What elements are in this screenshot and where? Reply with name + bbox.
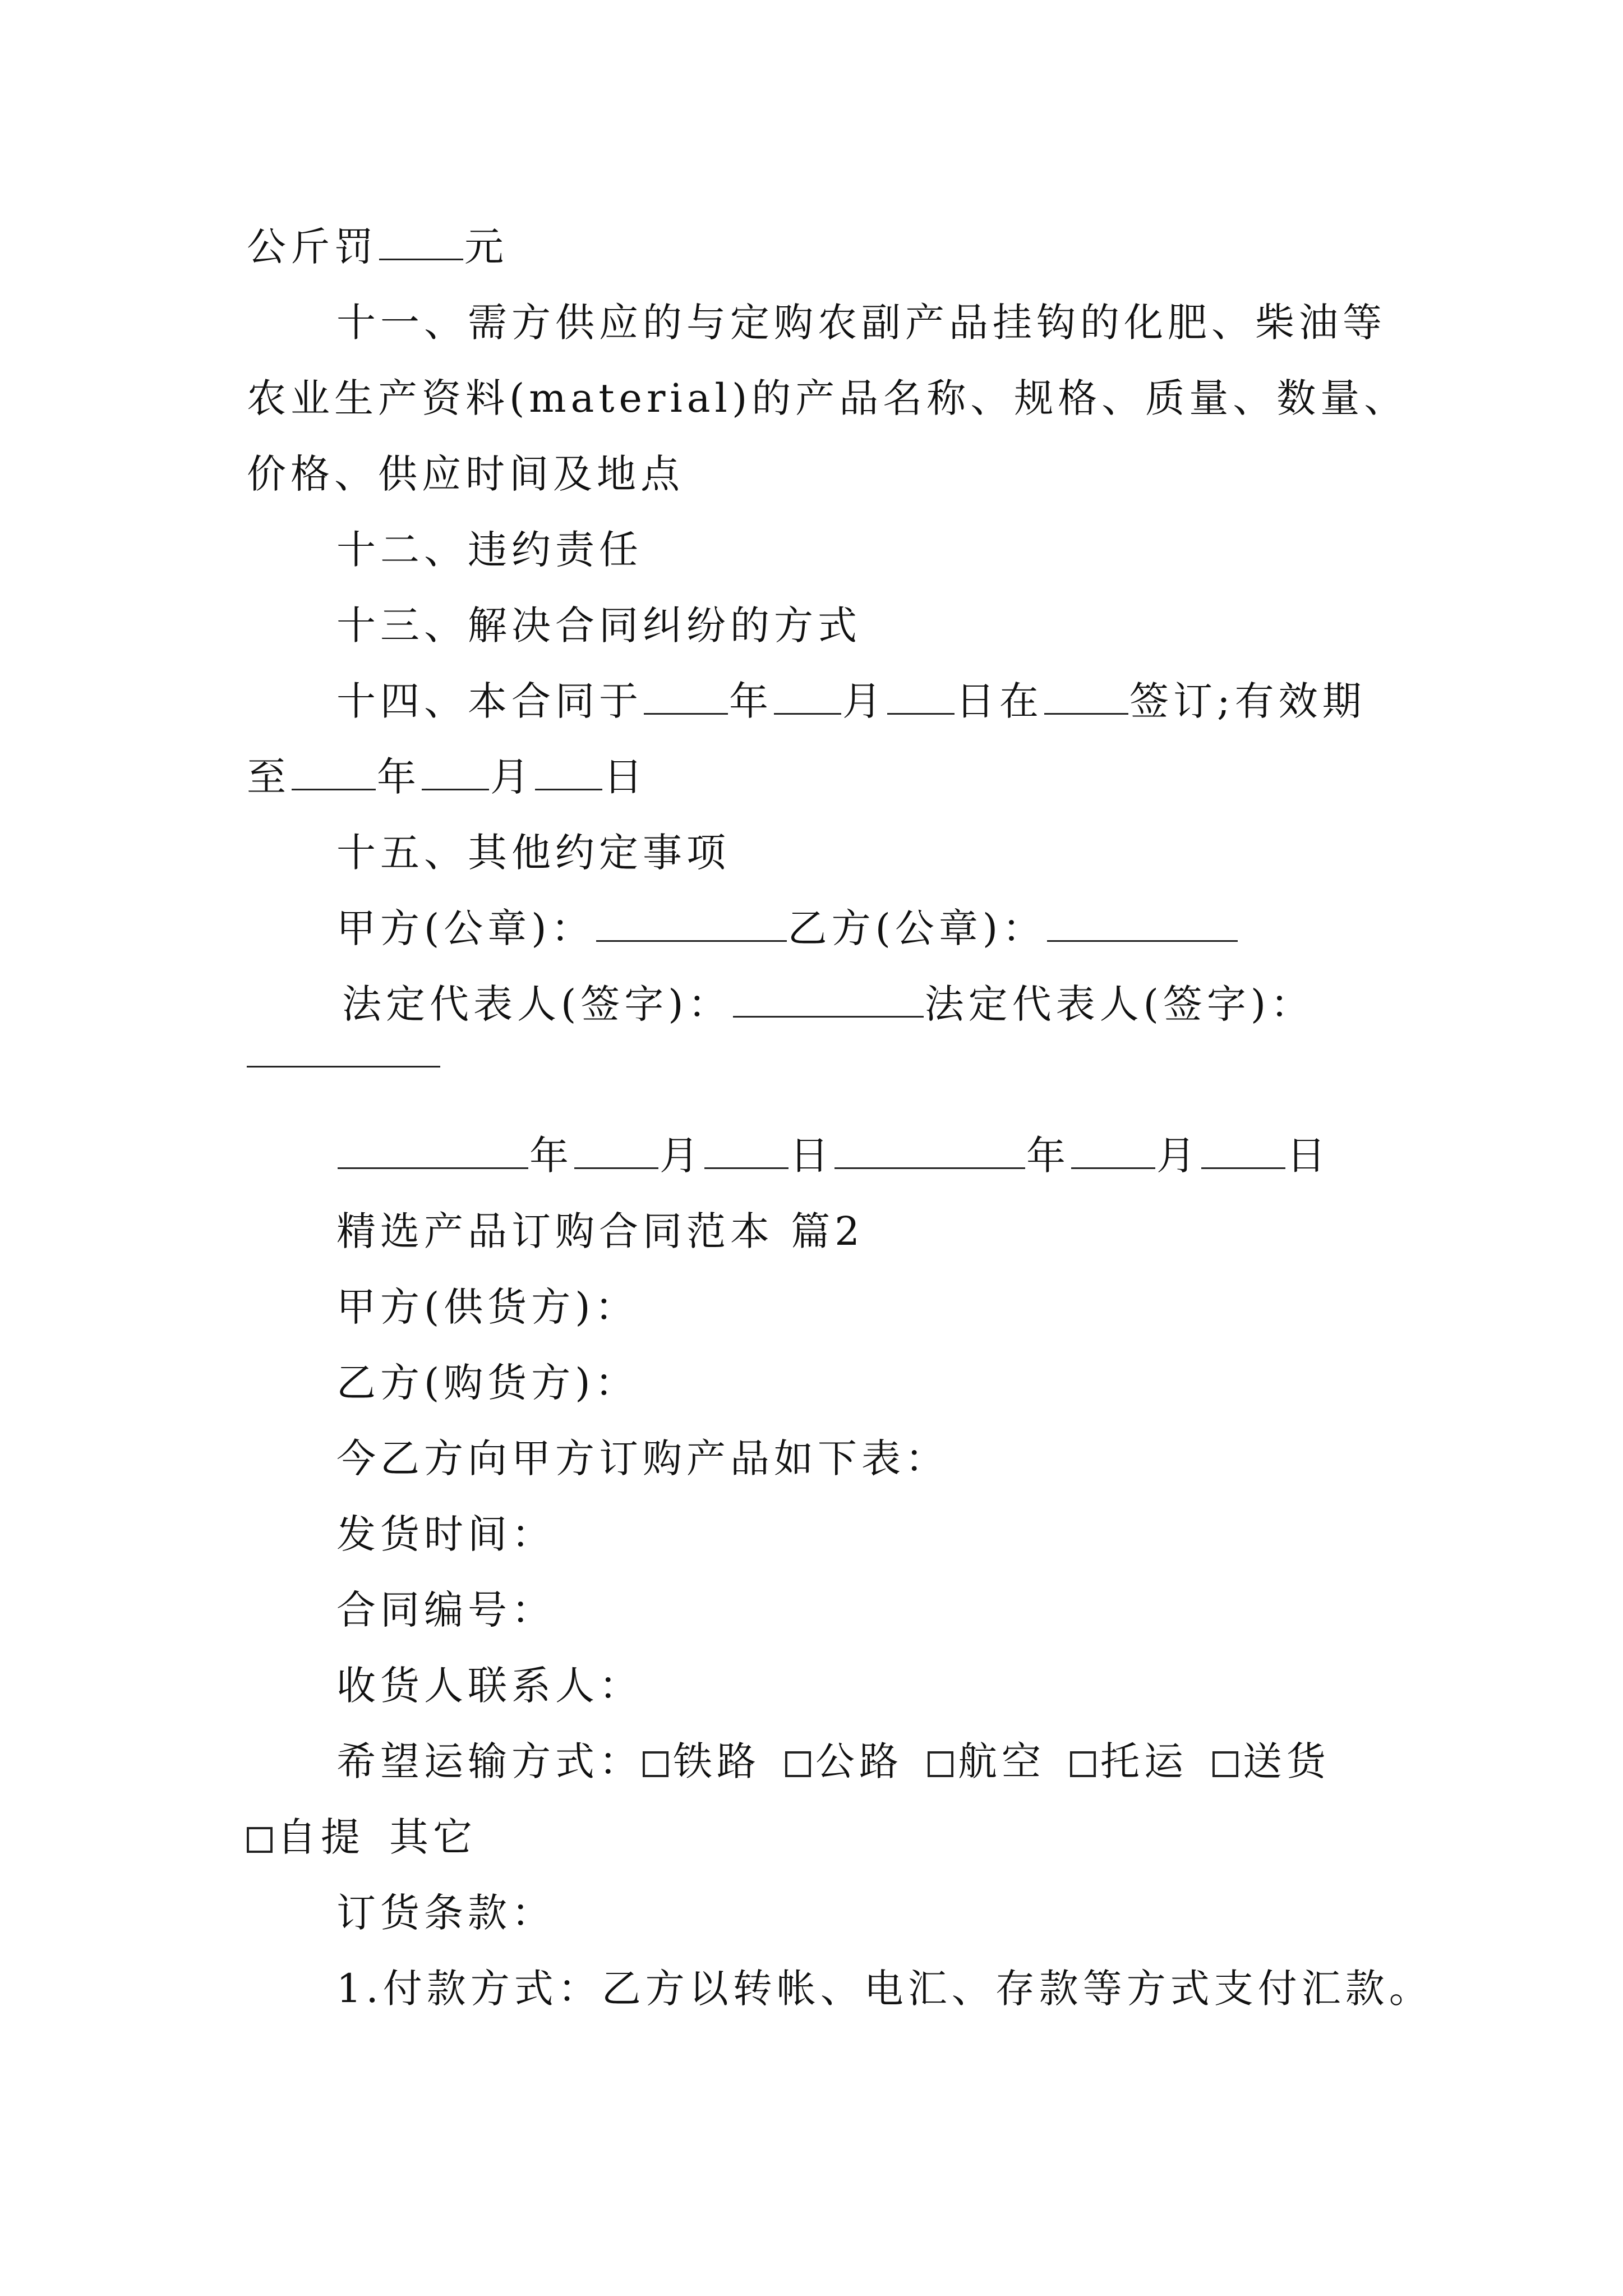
text: 日在 [956,678,1043,724]
seal-line [336,903,1239,954]
text: 希望运输方式： [336,1738,643,1784]
clause-11-line2: 农业生产资料(material)的产品名称、规格、质量、数量、 [247,375,1408,421]
checkbox-air[interactable] [928,1751,953,1777]
option-label: 自提 [277,1814,365,1860]
blank-year [834,1133,1025,1169]
checkbox-consign[interactable] [1070,1751,1096,1777]
text: 年 [729,678,773,724]
text: 乙方(公章)： [787,905,1046,951]
order-terms: 订货条款： [336,1890,555,1936]
text: 年 [377,754,421,800]
blank-party-b-sign [247,1066,440,1068]
option-label: 托运 [1100,1738,1188,1784]
text: 月 [1156,1133,1200,1179]
blank-month [774,678,841,715]
checkbox-deliver[interactable] [1212,1751,1238,1777]
blank-month [574,1133,658,1169]
clause-12: 十二、违约责任 [336,527,643,573]
option-label: 其它 [389,1814,477,1860]
transport-methods [336,1736,1330,1787]
text: 月 [842,678,886,724]
clause-11-line3: 价格、供应时间及地点 [247,451,684,497]
text: 日 [603,754,647,800]
clause-15: 十五、其他约定事项 [336,830,730,876]
checkbox-road[interactable] [785,1751,811,1777]
text: 年 [529,1133,573,1179]
text: 日 [790,1133,833,1179]
payment-method: 1.付款方式：乙方以转帐、电汇、存款等方式支付汇款。 [336,1966,1433,2012]
date-line [336,1130,1330,1181]
text: 年 [1026,1133,1070,1179]
text: 甲方(公章)： [336,905,595,951]
transport-methods-cont [247,1812,477,1862]
text: 月 [660,1133,703,1179]
blank [379,224,463,260]
clause-14-line1 [336,676,1366,726]
blank-party-b-seal [1047,905,1238,942]
blank-day [535,754,602,790]
text: 月 [490,754,534,800]
blank-party-a-seal [596,905,787,942]
checkbox-rail[interactable] [643,1751,668,1777]
blank-day [704,1133,789,1169]
party-a-supplier: 甲方(供货方)： [336,1284,639,1330]
option-label: 航空 [958,1738,1045,1784]
blank-day [1201,1133,1285,1169]
signature-line [342,979,1314,1029]
section-title: 精选产品订购合同范本 篇2 [336,1208,864,1254]
text: 日 [1287,1133,1330,1179]
blank-party-a-sign [733,981,924,1018]
order-intro: 今乙方向甲方订购产品如下表： [336,1435,949,1481]
blank-month [422,754,489,790]
contract-number: 合同编号： [336,1587,555,1633]
consignee-contact: 收货人联系人： [336,1663,643,1709]
text: 元 [464,224,508,270]
blank-place [1044,678,1128,715]
delivery-time: 发货时间： [336,1511,555,1557]
clause-11-line1: 十一、需方供应的与定购农副产品挂钩的化肥、柴油等 [336,300,1386,346]
option-label: 公路 [815,1738,903,1784]
blank-year [644,678,728,715]
clause-13: 十三、解决合同纠纷的方式 [336,602,861,648]
text: 法定代表人(签字)： [924,981,1315,1027]
text: 至 [247,754,291,800]
blank-year [292,754,376,790]
option-label: 铁路 [673,1738,760,1784]
blank-day [887,678,955,715]
line-penalty [247,222,508,272]
text: 十四、本合同于 [336,678,643,724]
clause-14-line2 [247,752,647,802]
blank-year [338,1133,528,1169]
party-b-buyer: 乙方(购货方)： [336,1360,639,1406]
text: 公斤罚 [247,224,378,270]
option-label: 送货 [1243,1738,1330,1784]
text: 签订;有效期 [1129,678,1366,724]
blank-month [1071,1133,1155,1169]
checkbox-self-pickup[interactable] [247,1827,273,1853]
text: 法定代表人(签字)： [342,981,732,1027]
